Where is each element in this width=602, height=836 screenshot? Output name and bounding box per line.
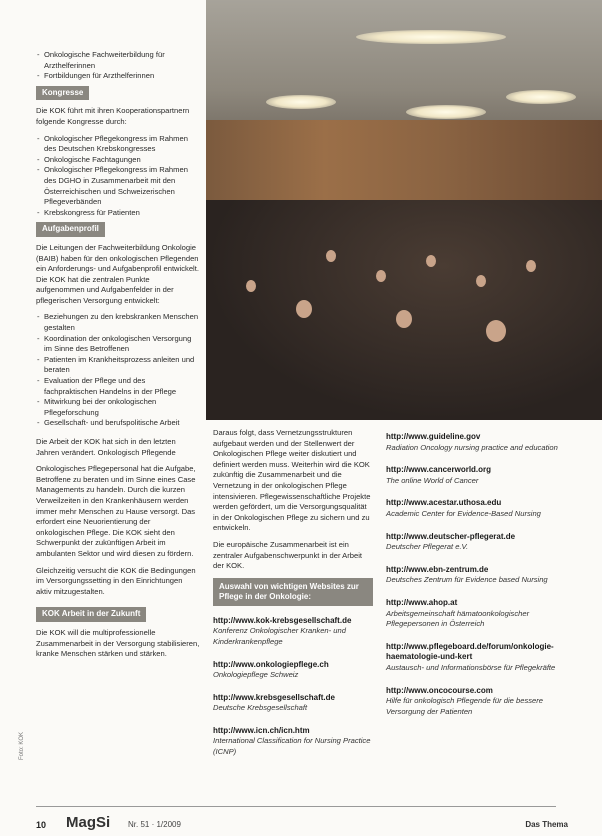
column-right — [386, 432, 558, 729]
footer-rule — [36, 806, 556, 807]
conference-photo — [206, 0, 602, 420]
list-item: - Beziehungen zu den krebskranken Menschen gestalten — [44, 312, 200, 333]
link-description: Deutscher Pflegerat e.V. — [386, 542, 469, 552]
body-text: Die europäische Zusammenarbeit ist ein zentraler Aufgabenschwerpunkt in der Arbeit der KOK. — [213, 539, 363, 571]
link-url[interactable]: http://www.deutscher-pflegerat.de — [386, 531, 516, 541]
link-url[interactable]: http://www.acestar.uthosa.edu — [386, 498, 502, 508]
list-item: - Koordination der onkologischen Versorgung im Sinne des Betroffenen — [44, 334, 200, 355]
audience-head — [396, 310, 412, 328]
link-description: The online World of Cancer — [386, 475, 479, 485]
chandelier-light — [506, 90, 576, 104]
list-item: - Onkologische Fachweiterbildung für Arzthelferinnen — [44, 50, 200, 71]
link-entry[interactable] — [386, 465, 558, 486]
link-url[interactable]: http://www.guideline.gov — [386, 432, 481, 441]
link-description: Radiation Oncology nursing practice and education — [386, 442, 558, 452]
link-entry[interactable] — [386, 642, 558, 674]
chandelier-light — [356, 30, 506, 44]
list-item: - Gesellschaft- und berufspolitische Arbeit — [44, 418, 200, 429]
page-number: 10 — [36, 820, 47, 830]
section-heading-kongresse: Kongresse — [36, 86, 89, 101]
kongresse-text: Die KOK führt mit ihren Kooperationspartnern folgende Kongresse durch: — [36, 106, 190, 126]
link-description: Academic Center for Evidence-Based Nursing — [386, 508, 541, 518]
link-description: Arbeitsgemeinschaft hämatoonkologischer Pflegepersonen in Österreich — [386, 608, 530, 629]
link-description: Onkologiepflege Schweiz — [213, 670, 299, 680]
link-url[interactable]: http://www.icn.ch/icn.htm — [213, 725, 310, 735]
list-item: - Evaluation der Pflege und des fachpraktischen Handelns in der Pflege — [44, 376, 200, 397]
audience-head — [476, 275, 486, 287]
link-description: Deutsches Zentrum für Evidence based Nursing — [386, 575, 548, 585]
link-url[interactable]: http://www.onkologiepflege.ch — [213, 659, 329, 669]
aufgaben-list — [36, 312, 200, 429]
list-item: - Mitwirkung bei der onkologischen Pflegeforschung — [44, 397, 200, 418]
page-footer — [0, 808, 602, 836]
audience-head — [246, 280, 256, 292]
audience-head — [296, 300, 312, 318]
link-entry[interactable] — [386, 686, 558, 718]
link-entry[interactable] — [386, 598, 558, 630]
audience-head — [486, 320, 506, 342]
link-url[interactable]: http://www.kok-krebsgesellschaft.de — [213, 615, 352, 625]
link-url[interactable]: http://www.pflegeboard.de/forum/onkologie-haematologie-und-kert — [386, 641, 554, 662]
link-description: Hilfe für onkologisch Pflegende für die bessere Versorgung der Patienten — [386, 696, 544, 716]
section-heading-aufgabenprofil: Aufgabenprofil — [36, 222, 105, 237]
list-item: - Fortbildungen für Arzthelferinnen — [44, 71, 200, 82]
link-description: Deutsche Krebsgesellschaft — [213, 703, 308, 713]
list-item: - Onkologischer Pflegekongress im Rahmen des DGHO in Zusammenarbeit mit den Österreichischen und Schweizerischen Pflegeverbänden — [44, 165, 200, 207]
audience-head — [526, 260, 536, 272]
link-entry[interactable] — [386, 532, 558, 553]
section-rubric: Das Thema — [525, 820, 568, 829]
intro-list — [36, 50, 200, 82]
column-left — [36, 50, 200, 666]
section-heading-zukunft: KOK Arbeit in der Zukunft — [36, 607, 146, 622]
chandelier-light — [266, 95, 336, 109]
audience-head — [326, 250, 336, 262]
link-entry[interactable] — [213, 616, 373, 648]
body-text: Daraus folgt, dass Vernetzungsstrukturen aufgebaut werden und der Stellenwert der Onkologischen Pflege weiter diskutiert und definiert werden muss. Weiterhin wird die KOK zukünftig die Zusammenarbeit und die Vernetzung in der onkologischen Pflege intensivieren. Pflegewissenschaftliche Projekte werden gefördert, um die Versorgungsqualität in der Onkologischen Pflege zu sichern und zu entwickeln. — [213, 428, 371, 533]
websites-box-heading: Auswahl von wichtigen Websites zur Pflege in der Onkologie: — [213, 578, 373, 606]
link-description: Austausch- und Informationsbörse für Pflegekräfte — [386, 662, 556, 672]
list-item: - Onkologische Fachtagungen — [44, 155, 200, 166]
link-url[interactable]: http://www.krebsgesellschaft.de — [213, 692, 335, 702]
column-middle — [213, 428, 373, 770]
list-item: - Onkologischer Pflegekongress im Rahmen des Deutschen Krebskongresses — [44, 134, 200, 155]
arbeit-text: Die Arbeit der KOK hat sich in den letzten Jahren verändert. Onkologisch Pflegende — [36, 437, 176, 457]
link-entry[interactable] — [213, 726, 373, 758]
link-description: International Classification for Nursing Practice (ICNP) — [213, 736, 371, 757]
link-entry[interactable] — [213, 660, 373, 681]
arbeit-text: Gleichzeitig versucht die KOK die Bedingungen im Versorgungssetting in den Einrichtungen aktiv mitzugestalten. — [36, 565, 196, 596]
link-url[interactable]: http://www.cancerworld.org — [386, 465, 492, 475]
photo-credit: Foto: KOK — [19, 731, 25, 760]
issue-number: Nr. 51 · 1/2009 — [128, 820, 181, 829]
magazine-logo: MagSi — [66, 814, 111, 831]
zukunft-text: Die KOK will die multiprofessionelle Zusammenarbeit in der Versorgung stabilisieren, kranke Menschen stärken und stärken. — [36, 627, 200, 659]
arbeit-text: Onkologisches Pflegepersonal hat die Aufgabe, Betroffene zu beraten und im Sinne eines Case Managements zu handeln. Durch die kurzen Verweilzeiten in den Krankenhäusern werden immer mehr Menschen zu Hause versorgt. Das erfordert eine Neuorientierung der onkologischen Pflege. Die KOK sieht den Schwerpunkt der zukünftigen Arbeit im ambulanten Sektor und wird diesen zu fördern. — [36, 464, 196, 558]
list-item: - Krebskongress für Patienten — [44, 208, 200, 219]
kongresse-list — [36, 134, 200, 219]
link-url[interactable]: http://www.ebn-zentrum.de — [386, 564, 489, 574]
link-entry[interactable] — [386, 498, 558, 519]
link-url[interactable]: http://www.oncocourse.com — [386, 685, 493, 695]
aufgaben-text: Die Leitungen der Fachweiterbildung Onkologie (BAIB) haben für den onkologischen Pflegenden ein Anforderungs- und Aufgabenprofil entwickelt. Die KOK hat die zentralen Punkte aufgenommen und Aufgabenfelder in der pflegerischen Versorgung entwickelt: — [36, 242, 199, 305]
chandelier-light — [406, 105, 486, 119]
link-entry[interactable] — [386, 565, 558, 586]
link-entry[interactable] — [213, 693, 373, 714]
list-item: - Patienten im Krankheitsprozess anleiten und beraten — [44, 355, 200, 376]
link-url[interactable]: http://www.ahop.at — [386, 597, 458, 607]
link-entry[interactable] — [386, 432, 558, 453]
audience-head — [376, 270, 386, 282]
audience-head — [426, 255, 436, 267]
link-description: Konferenz Onkologischer Kranken- und Kinderkrankenpflege — [213, 626, 346, 646]
